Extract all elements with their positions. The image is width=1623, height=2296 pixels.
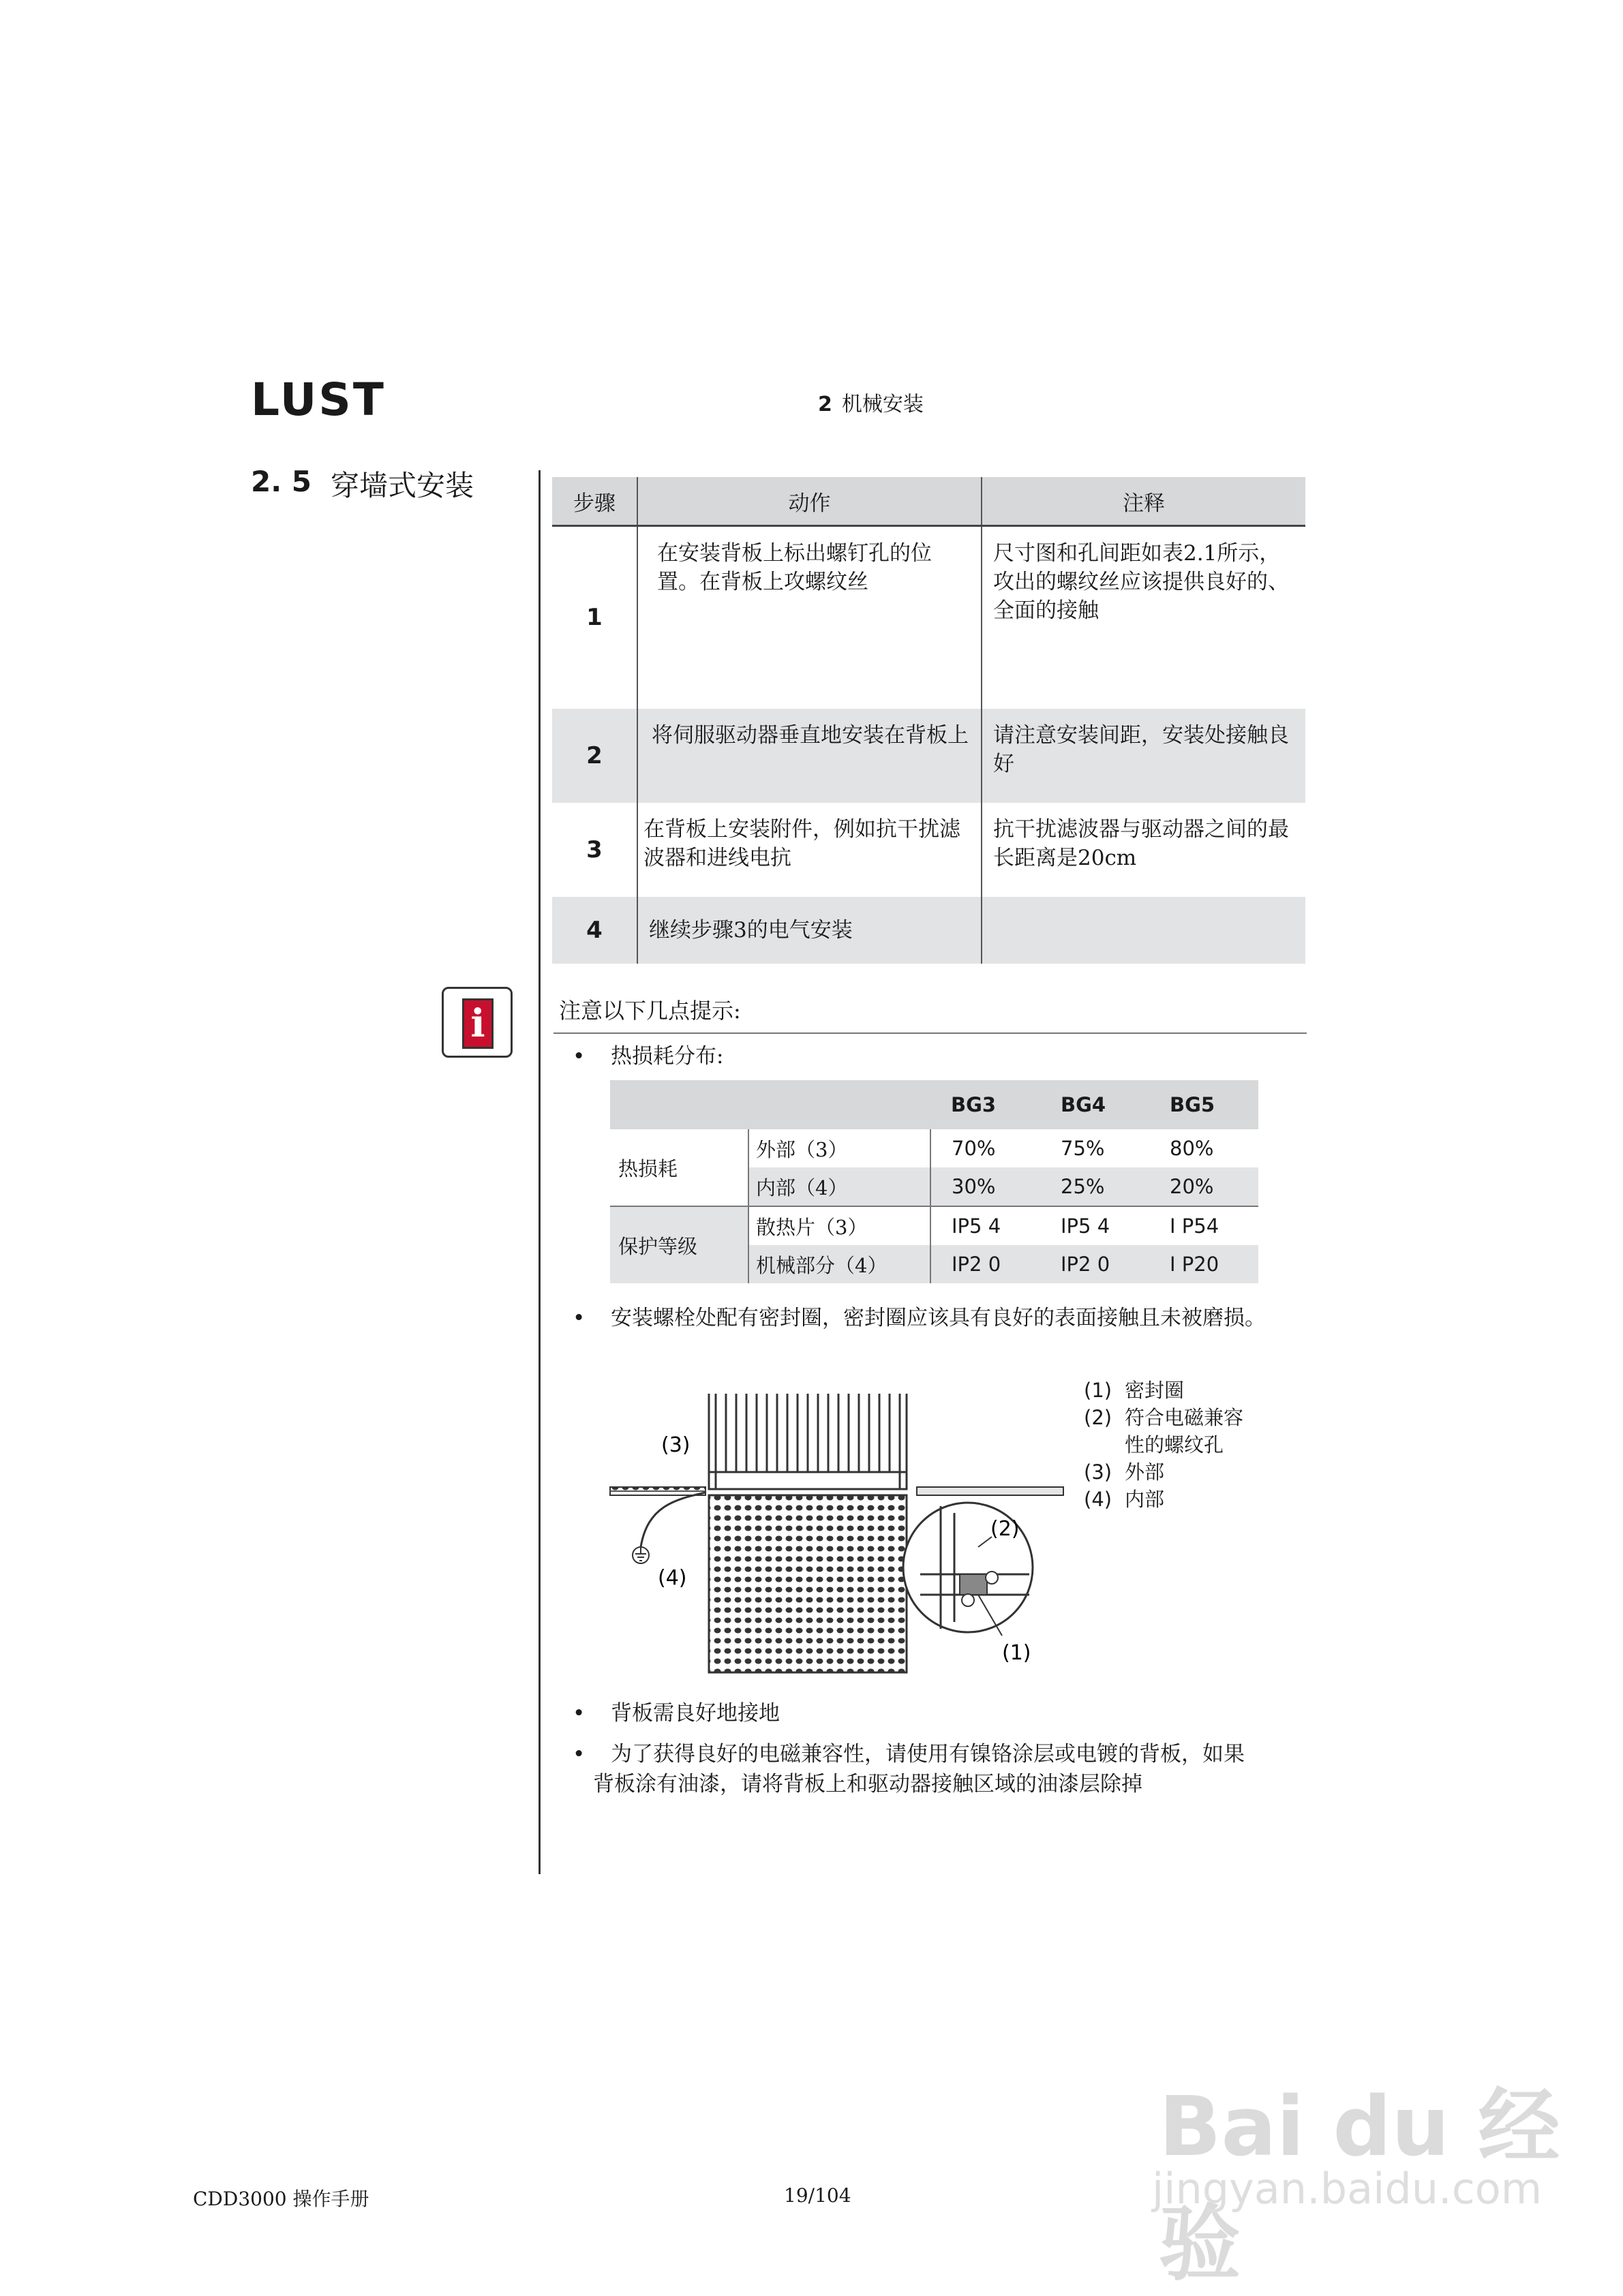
legend-text: 外部 [1125, 1460, 1165, 1484]
bullet-text: 背板需良好地接地 [611, 1701, 780, 1726]
footer-page-number: 19/104 [784, 2184, 851, 2207]
table-cell: 70% [930, 1129, 1040, 1167]
step-note-text: 抗干扰滤波器与驱动器之间的最长距离是20cm [993, 816, 1289, 870]
legend-text: 性的螺纹孔 [1125, 1433, 1224, 1456]
legend-item: (4) 内部 [1084, 1488, 1165, 1511]
row-label: 散热片（3） [748, 1206, 930, 1245]
step-action-text: 在背板上安装附件，例如抗干扰滤波器和进线电抗 [643, 816, 960, 870]
step-number: 4 [552, 897, 637, 964]
step-note-text: 请注意安装间距，安装处接触良好 [993, 722, 1289, 776]
step-action [637, 803, 982, 897]
step-action-text: 将伺服驱动器垂直地安装在背板上 [652, 722, 969, 748]
table-row [552, 897, 1305, 964]
col-header-bg4: BG4 [1040, 1080, 1149, 1129]
table-cell: 25% [1040, 1167, 1149, 1206]
steps-table-header [552, 477, 1305, 526]
baidu-watermark-url: jingyan.baidu.com [1152, 2164, 1543, 2214]
heatsink-fins [709, 1394, 907, 1489]
callout-1: (1) [1002, 1641, 1031, 1665]
step-number: 3 [586, 836, 603, 863]
step-number: 1 [586, 604, 603, 632]
bullet-dot: • [573, 1306, 586, 1330]
step-action [637, 709, 982, 803]
table-cell: I P20 [1149, 1245, 1258, 1283]
step-action-text: 继续步骤3的电气安装 [649, 917, 853, 943]
table-cell: 75% [1061, 1137, 1105, 1160]
bullet-text-line1: 为了获得良好的电磁兼容性，请使用有镍铬涂层或电镀的背板，如果 [611, 1742, 1245, 1766]
heat-loss-table [610, 1080, 1258, 1283]
ground-icon [633, 1547, 649, 1563]
table-row [610, 1129, 1258, 1167]
legend-item: (2) 符合电磁兼容 [1084, 1406, 1244, 1429]
step-note [982, 803, 1305, 897]
col-header-step: 步骤 [552, 477, 637, 526]
bullet-dot: • [573, 1742, 586, 1766]
callout-4: (4) [658, 1566, 687, 1590]
notice-rule [553, 1032, 1307, 1034]
legend-text: 符合电磁兼容 [1125, 1406, 1244, 1429]
table-row [610, 1206, 1258, 1245]
list-item [573, 1698, 1322, 1728]
step-note-text: 尺寸图和孔间距如表2.1所示，攻出的螺纹丝应该提供良好的、全面的接触 [993, 541, 1289, 623]
info-icon-letter: i [462, 998, 494, 1049]
drive-body [709, 1495, 907, 1672]
table-cell: 20% [1149, 1167, 1258, 1206]
diagram-legend [1084, 1377, 1243, 1513]
notice-title: 注意以下几点提示: [559, 998, 741, 1024]
mounting-diagram [600, 1370, 1077, 1690]
step-note [982, 526, 1305, 709]
step-note [982, 897, 1305, 964]
table-cell: IP2 0 [1040, 1245, 1149, 1283]
callout-2: (2) [990, 1517, 1020, 1541]
info-icon [442, 987, 513, 1058]
chapter-title: 机械安装 [841, 393, 924, 416]
col-header-bg5: BG5 [1149, 1080, 1258, 1129]
row-label: 外部（3） [748, 1129, 930, 1167]
step-action [637, 897, 982, 964]
group-label: 保护等级 [610, 1206, 748, 1283]
table-cell: IP5 4 [930, 1206, 1040, 1245]
chapter-number: 2 [818, 393, 832, 416]
table-cell: 30% [930, 1167, 1040, 1206]
table-row [552, 709, 1305, 803]
step-action-text: 在安装背板上标出螺钉孔的位置。在背板上攻螺纹丝 [657, 541, 932, 594]
section-number: 2. 5 [251, 465, 312, 498]
bullet-text-line2: 背板涂有油漆，请将背板上和驱动器接触区域的油漆层除掉 [593, 1772, 1142, 1796]
table-row [552, 803, 1305, 897]
col-header-note: 注释 [982, 477, 1305, 526]
table-row [552, 526, 1305, 709]
legend-item: (3) 外部 [1084, 1460, 1165, 1484]
callout-3: (3) [661, 1433, 691, 1457]
step-action [637, 526, 982, 709]
bullet-text: 热损耗分布: [611, 1044, 724, 1069]
table-cell: 80% [1170, 1137, 1214, 1160]
section-title: 穿墙式安装 [331, 469, 474, 502]
row-label: 机械部分（4） [748, 1245, 930, 1283]
table-cell: IP2 0 [930, 1245, 1040, 1283]
margin-divider [539, 470, 541, 1874]
group-label: 热损耗 [610, 1129, 748, 1206]
bullet-dot: • [573, 1701, 586, 1726]
col-header-bg3: BG3 [930, 1080, 1040, 1129]
legend-text: 密封圈 [1125, 1379, 1185, 1402]
list-item [573, 1041, 1254, 1071]
step-note [982, 709, 1305, 803]
bullet-text: 安装螺栓处配有密封圈，密封圈应该具有良好的表面接触且未被磨损。 [611, 1306, 1266, 1330]
chapter-heading [818, 387, 924, 417]
step-note-text [982, 897, 1305, 909]
legend-text: 内部 [1125, 1488, 1165, 1511]
legend-item [1084, 1431, 1243, 1458]
list-item [573, 1303, 1322, 1333]
baidu-watermark: Bai du 经验 [1159, 2080, 1560, 2292]
table-cell: I P54 [1170, 1214, 1219, 1238]
heat-table-header [610, 1080, 1258, 1129]
table-cell: IP5 4 [1061, 1214, 1110, 1238]
legend-item: (1) 密封圈 [1084, 1379, 1185, 1402]
footer-manual-name: CDD3000 操作手册 [193, 2188, 369, 2210]
steps-table [552, 477, 1305, 964]
list-item [573, 1739, 1322, 1801]
row-label: 内部（4） [748, 1167, 930, 1206]
ground-wire [641, 1493, 706, 1547]
col-header-action: 动作 [637, 477, 982, 526]
step-number: 2 [552, 709, 637, 803]
lust-logo: LUST [251, 373, 386, 426]
bullet-dot: • [573, 1044, 586, 1069]
